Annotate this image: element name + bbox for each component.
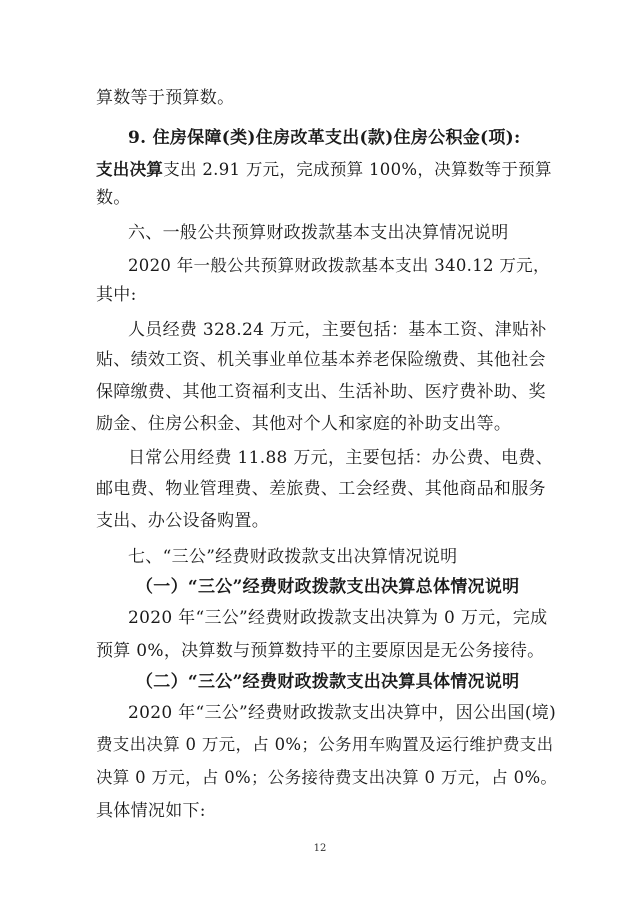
text-line: 支出、办公设备购置。: [96, 511, 269, 531]
section-heading: 七、“三公”经费财政拨款支出决算情况说明: [128, 547, 458, 567]
text-line: 2020 年一般公共预算财政拨款基本支出 340.12 万元，: [128, 256, 550, 275]
text-line: 励金、住房公积金、其他对个人和家庭的补助支出等。: [96, 414, 512, 434]
sub-heading: （一）“三公”经费财政拨款支出决算总体情况说明: [136, 577, 520, 597]
text-line: 邮电费、物业管理费、差旅费、工会经费、其他商品和服务: [96, 479, 546, 499]
item-heading: 9. 住房保障(类)住房改革支出(款)住房公积金(项):: [128, 128, 521, 148]
bold-label: 支出决算: [96, 160, 164, 179]
sub-heading: （二）“三公”经费财政拨款支出决算具体情况说明: [136, 672, 520, 692]
text-line: [96, 158, 552, 182]
text-line: 费支出决算 0 万元，占 0%；公务用车购置及运行维护费支出: [96, 735, 554, 754]
page-number: 12: [313, 843, 327, 854]
text-line: 贴、绩效工资、机关事业单位基本养老保险缴费、其他社会: [96, 350, 546, 370]
text-line: 人员经费 328.24 万元，主要包括：基本工资、津贴补: [128, 320, 547, 340]
text-fragment: 支出 2.91 万元，完成预算 100%，决算数等于预算: [163, 160, 552, 179]
text-line: 算数等于预算数。: [96, 88, 235, 108]
text-line: 2020 年“三公”经费财政拨款支出决算为 0 万元，完成: [128, 608, 548, 628]
text-line: 日常公用经费 11.88 万元，主要包括：办公费、电费、: [128, 448, 553, 468]
section-heading: 六、一般公共预算财政拨款基本支出决算情况说明: [128, 223, 509, 243]
text-line: 保障缴费、其他工资福利支出、生活补助、医疗费补助、奖: [96, 382, 546, 402]
text-line: 2020 年“三公”经费财政拨款支出决算中，因公出国(境): [128, 703, 557, 723]
text-line: 预算 0%，决算数与预算数持平的主要原因是无公务接待。: [96, 641, 545, 661]
text-line: 决算 0 万元，占 0%；公务接待费支出决算 0 万元，占 0%。: [96, 768, 558, 787]
text-line: 具体情况如下:: [96, 801, 206, 821]
text-line: 数。: [96, 188, 131, 208]
text-line: 其中:: [96, 285, 137, 305]
